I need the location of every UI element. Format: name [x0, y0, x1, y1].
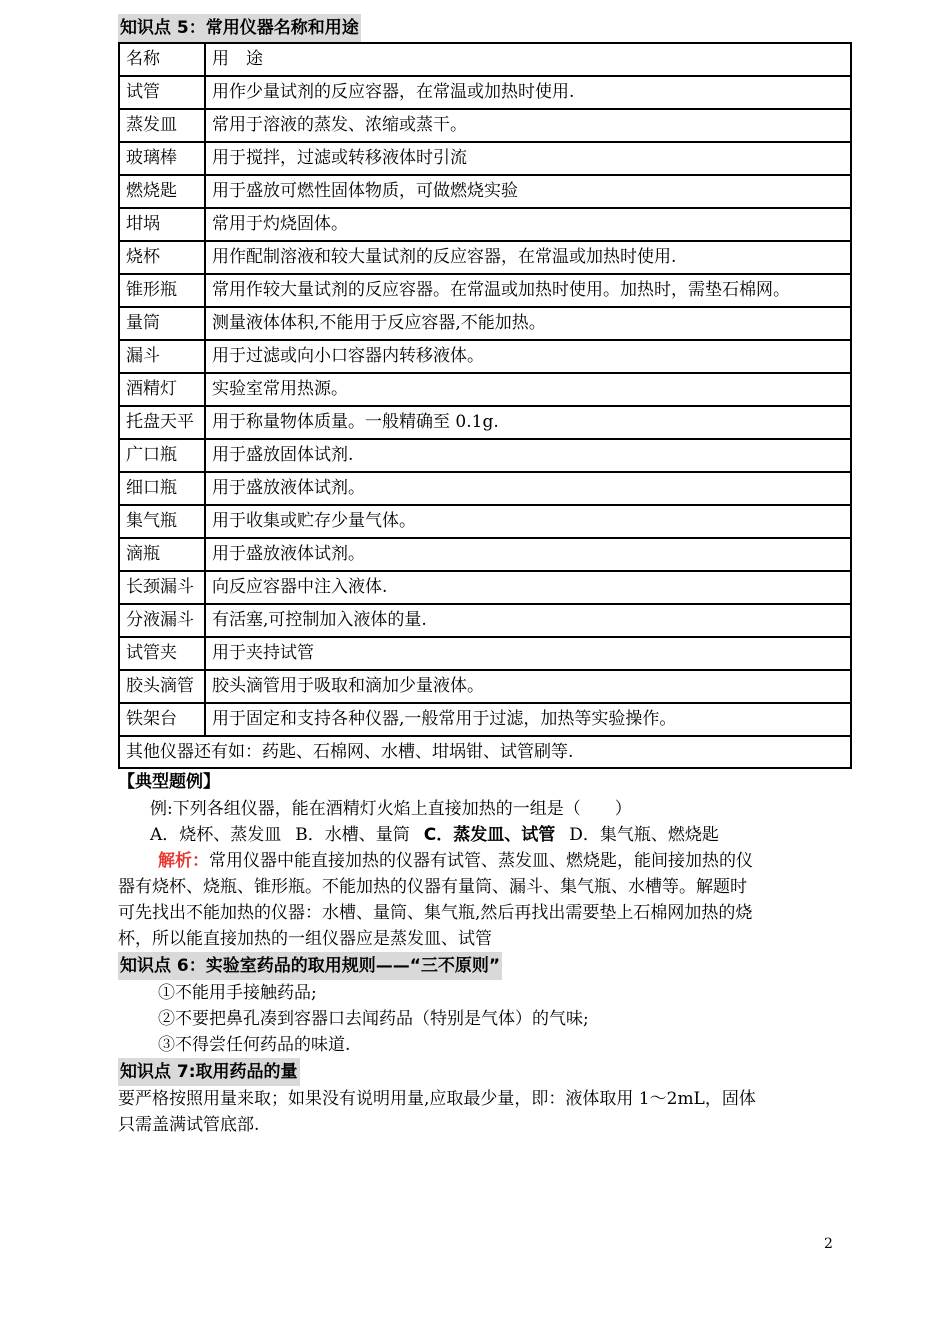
table-row: [119, 109, 851, 142]
kp7-line: 要严格按照用量来取；如果没有说明用量,应取最少量，即：液体取用 1～2mL，固体: [118, 1089, 756, 1109]
table-row: [119, 472, 851, 505]
instrument-name: 蒸发皿: [119, 109, 205, 142]
instrument-name: 胶头滴管: [119, 670, 205, 703]
instrument-name: 试管夹: [119, 637, 205, 670]
option-d: D．集气瓶、燃烧匙: [569, 825, 719, 845]
instrument-use: 胶头滴管用于吸取和滴加少量液体。: [205, 670, 851, 703]
table-row: [119, 505, 851, 538]
kp7-line: 只需盖满试管底部.: [118, 1115, 260, 1135]
instrument-use: 有活塞,可控制加入液体的量.: [205, 604, 851, 637]
instrument-name: 广口瓶: [119, 439, 205, 472]
instrument-use: 用于盛放可燃性固体物质，可做燃烧实验: [205, 175, 851, 208]
table-row: [119, 538, 851, 571]
option-b: B．水槽、量筒: [295, 825, 410, 845]
instrument-use: 用于盛放液体试剂。: [205, 472, 851, 505]
instrument-name: 细口瓶: [119, 472, 205, 505]
instrument-name: 酒精灯: [119, 373, 205, 406]
table-row: [119, 571, 851, 604]
instrument-name: 长颈漏斗: [119, 571, 205, 604]
instrument-name: 托盘天平: [119, 406, 205, 439]
instrument-use: 实验室常用热源。: [205, 373, 851, 406]
table-row: [119, 373, 851, 406]
example-question: 例:下列各组仪器，能在酒精灯火焰上直接加热的一组是（ ）: [150, 799, 632, 819]
instrument-name: 试管: [119, 76, 205, 109]
rule-item: ③不得尝任何药品的味道.: [158, 1035, 351, 1055]
table-row: [119, 604, 851, 637]
instrument-use: 常用于灼烧固体。: [205, 208, 851, 241]
instrument-use: 用于固定和支持各种仪器,一般常用于过滤，加热等实验操作。: [205, 703, 851, 736]
page-number: 2: [824, 1236, 833, 1252]
table-row: [119, 76, 851, 109]
example-title: 【典型题例】: [118, 772, 220, 792]
table-row: [119, 175, 851, 208]
header-use: 用 途: [205, 43, 851, 76]
analysis-label: 解析：: [158, 851, 209, 871]
analysis: [118, 848, 858, 952]
table-row: [119, 406, 851, 439]
table-row: [119, 307, 851, 340]
analysis-line: 可先找出不能加热的仪器：水槽、量筒、集气瓶,然后再找出需要垫上石棉网加热的烧: [118, 903, 753, 923]
kp5-title: 知识点 5：常用仪器名称和用途: [118, 14, 361, 42]
instrument-use: 用于收集或贮存少量气体。: [205, 505, 851, 538]
rule-item: ②不要把鼻孔凑到容器口去闻药品（特别是气体）的气味;: [158, 1009, 589, 1029]
instrument-use: 用于盛放固体试剂.: [205, 439, 851, 472]
rule-item: ①不能用手接触药品;: [158, 983, 317, 1003]
instrument-use: 用于盛放液体试剂。: [205, 538, 851, 571]
instrument-name: 烧杯: [119, 241, 205, 274]
page-content: [118, 14, 858, 1138]
instrument-name: 分液漏斗: [119, 604, 205, 637]
instrument-use: 用作少量试剂的反应容器，在常温或加热时使用.: [205, 76, 851, 109]
table-row: [119, 274, 851, 307]
table-row: [119, 208, 851, 241]
instrument-name: 量筒: [119, 307, 205, 340]
table-row: [119, 439, 851, 472]
table-row: [119, 142, 851, 175]
example-options: [118, 822, 858, 848]
kp6-title: 知识点 6：实验室药品的取用规则——“三不原则”: [118, 952, 502, 980]
analysis-line: 杯，所以能直接加热的一组仪器应是蒸发皿、试管: [118, 929, 492, 949]
table-row: [119, 703, 851, 736]
option-a: A．烧杯、蒸发皿: [150, 825, 282, 845]
instrument-use: 常用于溶液的蒸发、浓缩或蒸干。: [205, 109, 851, 142]
table-row: [119, 340, 851, 373]
analysis-line: 器有烧杯、烧瓶、锥形瓶。不能加热的仪器有量筒、漏斗、集气瓶、水槽等。解题时: [118, 877, 747, 897]
instrument-use: 用于夹持试管: [205, 637, 851, 670]
instrument-name: 滴瓶: [119, 538, 205, 571]
instrument-name: 集气瓶: [119, 505, 205, 538]
instrument-name: 漏斗: [119, 340, 205, 373]
kp7-title: 知识点 7:取用药品的量: [118, 1058, 300, 1086]
instrument-name: 锥形瓶: [119, 274, 205, 307]
table-row: [119, 670, 851, 703]
analysis-line: 常用仪器中能直接加热的仪器有试管、蒸发皿、燃烧匙，能间接加热的仪: [209, 851, 753, 871]
kp5-section: [118, 14, 858, 769]
header-name: 名称: [119, 43, 205, 76]
example-section: [118, 769, 858, 952]
instrument-use: 用于称量物体质量。一般精确至 0.1g.: [205, 406, 851, 439]
instrument-use: 用作配制溶液和较大量试剂的反应容器，在常温或加热时使用.: [205, 241, 851, 274]
table-row: [119, 241, 851, 274]
table-footnote: 其他仪器还有如：药匙、石棉网、水槽、坩埚钳、试管刷等.: [119, 736, 851, 768]
instrument-table: [118, 42, 852, 769]
instrument-use: 用于搅拌，过滤或转移液体时引流: [205, 142, 851, 175]
instrument-name: 铁架台: [119, 703, 205, 736]
instrument-use: 用于过滤或向小口容器内转移液体。: [205, 340, 851, 373]
instrument-use: 常用作较大量试剂的反应容器。在常温或加热时使用。加热时，需垫石棉网。: [205, 274, 851, 307]
instrument-name: 坩埚: [119, 208, 205, 241]
instrument-use: 向反应容器中注入液体.: [205, 571, 851, 604]
instrument-use: 测量液体体积,不能用于反应容器,不能加热。: [205, 307, 851, 340]
table-row: [119, 637, 851, 670]
option-c: C．蒸发皿、试管: [423, 825, 556, 845]
kp6-section: [118, 952, 858, 1058]
table-header-row: [119, 43, 851, 76]
table-footnote-row: [119, 736, 851, 768]
kp7-section: [118, 1058, 858, 1138]
instrument-name: 玻璃棒: [119, 142, 205, 175]
instrument-name: 燃烧匙: [119, 175, 205, 208]
